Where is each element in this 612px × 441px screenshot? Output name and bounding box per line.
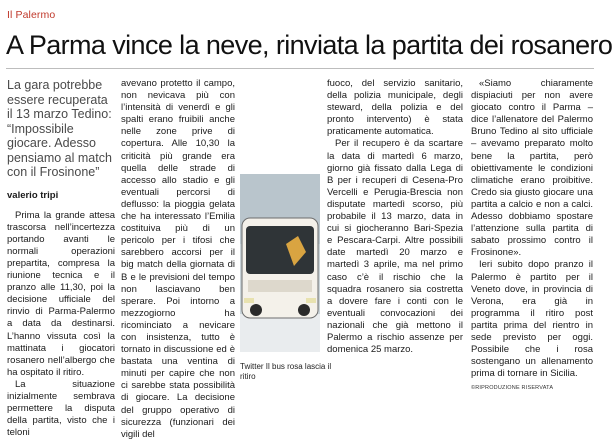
bus-illustration	[240, 174, 320, 352]
section-label: Il Palermo	[7, 9, 56, 21]
copyright-credit: ©RIPRODUZIONE RISERVATA	[471, 385, 554, 392]
paragraph: avevano protetto il campo, non nevicava più con l’intensità di venerdì e gli spalti erano fruibili anche nelle zone prive di copertura. Alle 10,30 la criticità più grande era quella delle strade di accesso allo stadio e gli eventuali percorsi di deflusso: la pioggia gelata che ha interessato l’Emilia costituiva più di un pericolo per i tifosi che sarebbero accorsi per il big match della giornata di B e le previsioni del tempo non lasciavano ben sperare. Poi intorno a mezzogiorno ha ricominciato a nevicare con insistenza, tutto è tornato in discussione ed è bastata una ventina di minuti per capire che non ci sarebbe stata possibilità di giocare. La decisione del gruppo operativo di sicurezza (funzionari dei vigili del	[121, 78, 235, 440]
byline: valerio tripi	[7, 189, 59, 201]
article-column-4	[471, 78, 593, 394]
paragraph: La situazione inizialmente sembrava permettere la disputa della partita, visto che i teloni	[7, 378, 115, 439]
paragraph: Ieri subito dopo pranzo il Palermo è partito per il Veneto dove, in provincia di Verona, era già in programma il ritiro post partita prima del rientro in sede previsto per oggi. Possibile che i rosa sostengano un allenamento prima di tornare in Sicilia.	[471, 259, 593, 380]
article-column-1	[7, 78, 115, 439]
article-column-2	[121, 78, 235, 440]
headline-rule	[6, 68, 594, 69]
article-column-3	[327, 78, 463, 356]
article-deck: La gara potrebbe essere recuperata il 13 marzo Tedino: “Impossibile giocare. Adesso pensiamo al match con il Frosinone”	[7, 78, 112, 179]
headline: A Parma vince la neve, rinviata la partita dei rosanero	[6, 30, 612, 60]
paragraph: fuoco, del servizio sanitario, della polizia municipale, degli steward, della polizia e del pronto intervento) è stata praticamente automatica.	[327, 78, 463, 138]
paragraph: Per il recupero è da scartare la data di martedì 6 marzo, giorno già fissato dalla Lega di B per i recuperi di Cesena-Pro Vercelli e Perugia-Brescia non disputate martedì scorso, più probabile il 13 marzo, data in cui si giocheranno Bari-Spezia e Pescara-Carpi. Altre possibili date martedì 20 marzo e martedì 3 aprile, ma nel primo caso c’è il rischio che la squadra rosanero sia costretta a dovere fare i conti con le eventuali convocazioni dei nazionali che già mettono il Palermo a rischio assenze per domenica 25 marzo.	[327, 138, 463, 356]
paragraph: Prima la grande attesa trascorsa nell’incertezza portando avanti le normali operazioni prepartita, compresa la riunione tecnica e il pranzo alle 11,30, poi la decisione ufficiale del rinvio di Parma-Palermo a data da destinarsi. L’hanno vissuta così la mattinata i giocatori rosanero nell’albergo che ha ospitato il ritiro.	[7, 209, 115, 378]
paragraph: «Siamo chiaramente dispiaciuti per non avere giocato contro il Parma – dice l’allenatore del Palermo Bruno Tedino al sito ufficiale – avevamo preparato molto bene la partita, però obiettivamente le condizioni climatiche erano proibitive. Credo sia giusto giocare una partita a calcio e non a calci. Adesso dobbiamo spostare l’attenzione sulla partita di sabato prossimo contro il Frosinone».	[471, 78, 593, 259]
photo-caption: Twitter Il bus rosa lascia il ritiro	[240, 362, 332, 381]
bus-photo	[240, 174, 320, 352]
